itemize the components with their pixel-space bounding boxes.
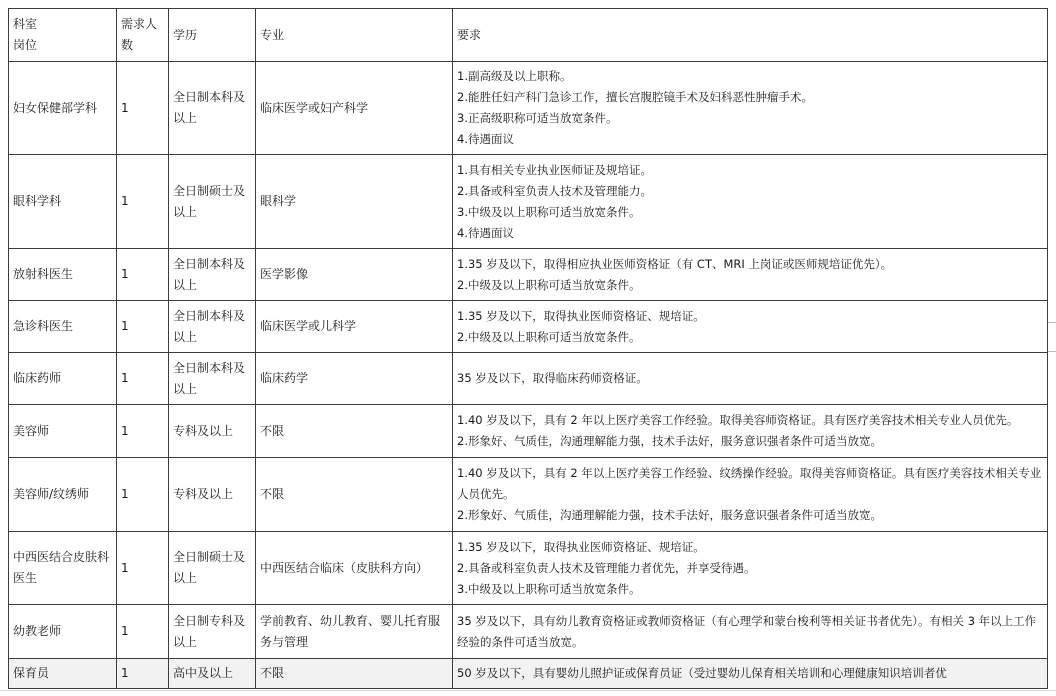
cell-major: 学前教育、幼儿教育、婴儿托育服务与管理: [256, 605, 453, 659]
cell-dept: 中西医结合皮肤科医生: [9, 532, 117, 605]
cell-requirements: [453, 659, 1048, 689]
recruitment-table: [8, 8, 1048, 689]
cell-major: 不限: [256, 405, 453, 458]
cell-count: 1: [117, 532, 169, 605]
cell-requirements: [453, 301, 1048, 353]
cell-count: 1: [117, 659, 169, 689]
bottom-divider: [0, 690, 1056, 691]
cell-count: 1: [117, 458, 169, 532]
requirement-line: 50 岁及以下，具有婴幼儿照护证或保育员证（受过婴幼儿保育相关培训和心理健康知识培训者优: [457, 666, 947, 680]
cell-count: 1: [117, 353, 169, 405]
requirement-line: 3.中级及以上职称可适当放宽条件。: [457, 204, 641, 219]
cell-requirements: [453, 458, 1048, 532]
cell-edu: 全日制本科及以上: [169, 353, 256, 405]
header-req: 要求: [453, 9, 1048, 62]
cell-edu: 全日制专科及以上: [169, 605, 256, 659]
requirement-line: 4.待遇面议: [457, 132, 514, 146]
cell-major: 医学影像: [256, 249, 453, 301]
cell-edu: 专科及以上: [169, 458, 256, 532]
cell-requirements: [453, 62, 1048, 155]
cell-edu: 高中及以上: [169, 659, 256, 689]
cell-edu: 全日制本科及以上: [169, 249, 256, 301]
cell-edu: 全日制本科及以上: [169, 301, 256, 353]
requirement-line: 2.形象好、气质佳，沟通理解能力强，技术手法好，服务意识强者条件可适当放宽。: [457, 508, 882, 522]
cell-count: 1: [117, 301, 169, 353]
requirement-line: 4.待遇面议: [457, 225, 514, 240]
window-edge-marker: [1048, 322, 1056, 352]
cell-requirements: [453, 249, 1048, 301]
requirement-line: 2.能胜任妇产科门急诊工作，擅长宫腹腔镜手术及妇科恶性肿瘤手术。: [457, 90, 813, 104]
requirement-line: 1.40 岁及以下，具有 2 年以上医疗美容工作经验、纹绣操作经验。取得美容师资格证。具有医疗美容技术相关专业人员优先。: [457, 466, 1042, 501]
cell-count: 1: [117, 155, 169, 249]
cell-edu: 全日制本科及以上: [169, 62, 256, 155]
requirement-line: 2.中级及以上职称可适当放宽条件。: [457, 329, 641, 344]
header-dept: [9, 9, 117, 62]
cell-major: 临床药学: [256, 353, 453, 405]
requirement-line: 1.具有相关专业执业医师证及规培证。: [457, 162, 652, 177]
cell-count: 1: [117, 62, 169, 155]
header-count: [117, 9, 169, 62]
cell-edu: 全日制硕士及以上: [169, 532, 256, 605]
header-edu: 学历: [169, 9, 256, 62]
table-row: [9, 405, 1048, 458]
table-row: [9, 532, 1048, 605]
requirement-line: 1.35 岁及以下，取得执业医师资格证、规培证。: [457, 539, 705, 554]
cell-dept: 美容师: [9, 405, 117, 458]
requirement-line: 2.具备或科室负责人技术及管理能力者优先，并享受待遇。: [457, 560, 756, 575]
cell-requirements: [453, 405, 1048, 458]
requirement-line: 1.副高级及以上职称。: [457, 69, 572, 83]
requirement-line: 1.35 岁及以下，取得相应执业医师资格证（有 CT、MRI 上岗证或医师规培证优先）。: [457, 256, 893, 271]
table-row: [9, 353, 1048, 405]
cell-dept: 妇女保健部学科: [9, 62, 117, 155]
cell-count: 1: [117, 405, 169, 458]
requirement-line: 3.中级及以上职称可适当放宽条件。: [457, 581, 641, 596]
header-count-line-2: 数: [121, 38, 134, 52]
table-row: [9, 605, 1048, 659]
table-row: [9, 249, 1048, 301]
table-row: [9, 301, 1048, 353]
cell-major: 中西医结合临床（皮肤科方向）: [256, 532, 453, 605]
header-dept-line-2: 岗位: [13, 38, 38, 52]
cell-major: 临床医学或儿科学: [256, 301, 453, 353]
cell-dept: 美容师/纹绣师: [9, 458, 117, 532]
cell-requirements: [453, 532, 1048, 605]
cell-edu: 专科及以上: [169, 405, 256, 458]
table-header-row: [9, 9, 1048, 62]
table-row: [9, 62, 1048, 155]
header-dept-line-1: 科室: [13, 17, 38, 31]
cell-requirements: [453, 155, 1048, 249]
table-row: [9, 155, 1048, 249]
cell-count: 1: [117, 605, 169, 659]
cell-dept: 放射科医生: [9, 249, 117, 301]
requirement-line: 35 岁及以下，取得临床药师资格证。: [457, 371, 648, 385]
cell-major: 眼科学: [256, 155, 453, 249]
table-row: [9, 458, 1048, 532]
requirement-line: 2.形象好、气质佳，沟通理解能力强，技术手法好，服务意识强者条件可适当放宽。: [457, 434, 882, 448]
header-count-line-1: 需求人: [121, 17, 158, 31]
requirement-line: 1.40 岁及以下，具有 2 年以上医疗美容工作经验。取得美容师资格证。具有医疗美容技术相关专业人员优先。: [457, 413, 1019, 427]
requirement-line: 3.正高级职称可适当放宽条件。: [457, 111, 618, 125]
cell-dept: 幼教老师: [9, 605, 117, 659]
cell-requirements: [453, 353, 1048, 405]
requirement-line: 1.35 岁及以下，取得执业医师资格证、规培证。: [457, 308, 705, 323]
table-body: [9, 62, 1048, 689]
cell-dept: 急诊科医生: [9, 301, 117, 353]
cell-edu: 全日制硕士及以上: [169, 155, 256, 249]
header-major: 专业: [256, 9, 453, 62]
table-row: [9, 659, 1048, 689]
cell-requirements: [453, 605, 1048, 659]
cell-dept: 临床药师: [9, 353, 117, 405]
cell-major: 临床医学或妇产科学: [256, 62, 453, 155]
requirement-line: 2.具备或科室负责人技术及管理能力。: [457, 183, 652, 198]
cell-major: 不限: [256, 458, 453, 532]
cell-count: 1: [117, 249, 169, 301]
cell-dept: 保育员: [9, 659, 117, 689]
cell-major: 不限: [256, 659, 453, 689]
requirement-line: 2.中级及以上职称可适当放宽条件。: [457, 277, 641, 292]
requirement-line: 35 岁及以下，具有幼儿教育资格证或教师资格证（有心理学和蒙台梭利等相关证书者优先）。有相关 3 年以上工作经验的条件可适当放宽。: [457, 613, 1037, 649]
cell-dept: 眼科学科: [9, 155, 117, 249]
